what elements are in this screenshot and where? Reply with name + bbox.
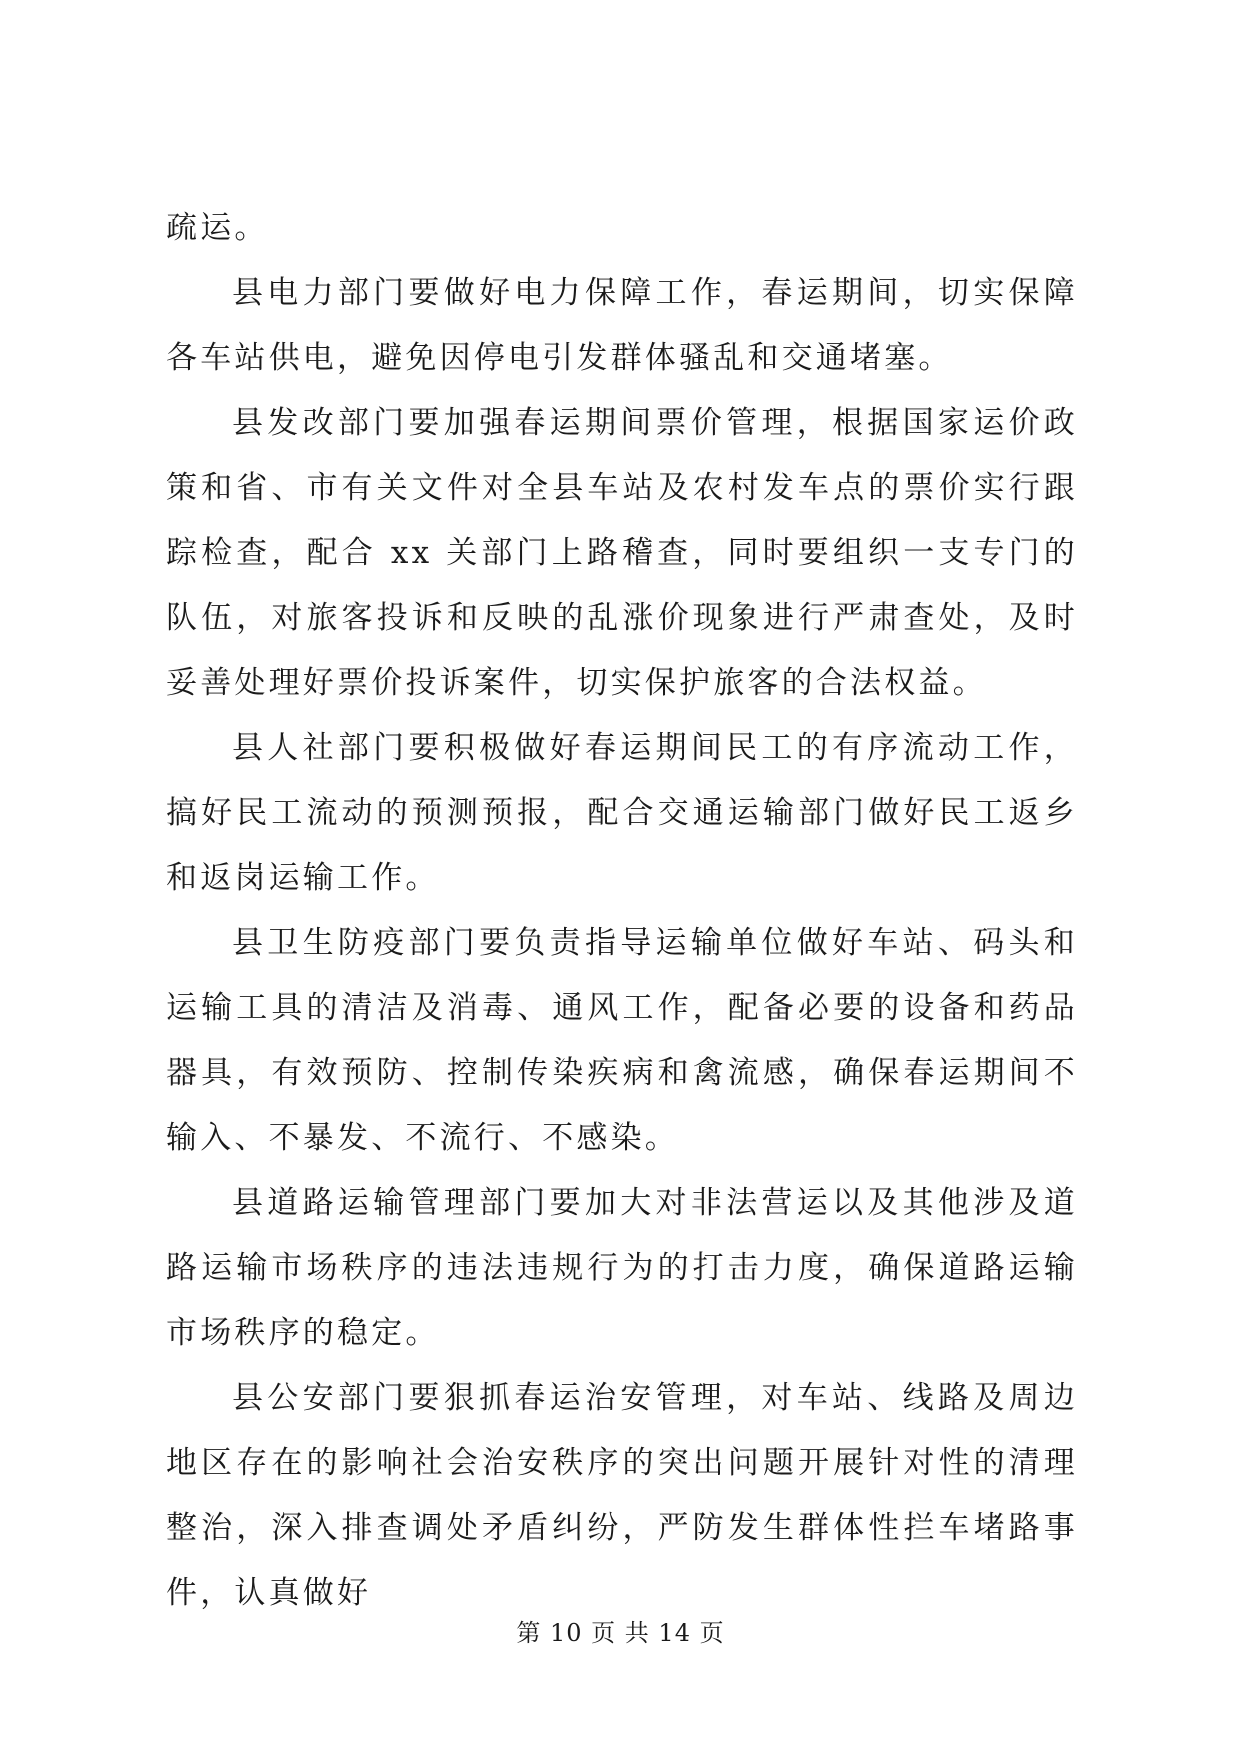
paragraph: 县卫生防疫部门要负责指导运输单位做好车站、码头和运输工具的清洁及消毒、通风工作，配备必要的设备和药品器具，有效预防、控制传染疾病和禽流感，确保春运期间不输入、不暴发、不流行、不感染。	[166, 925, 1078, 1156]
paragraph: 县公安部门要狠抓春运治安管理，对车站、线路及周边地区存在的影响社会治安秩序的突出问题开展针对性的清理整治，深入排查调处矛盾纠纷，严防发生群体性拦车堵路事件，认真做好	[166, 1380, 1078, 1611]
paragraph: 县电力部门要做好电力保障工作，春运期间，切实保障各车站供电，避免因停电引发群体骚乱和交通堵塞。	[166, 275, 1078, 376]
body-text	[166, 196, 1078, 1626]
page-footer	[0, 1618, 1241, 1648]
page-number: 第 10 页 共 14 页	[516, 1619, 725, 1647]
paragraph: 县人社部门要积极做好春运期间民工的有序流动工作，搞好民工流动的预测预报，配合交通运输部门做好民工返乡和返岗运输工作。	[166, 730, 1078, 896]
paragraph: 县道路运输管理部门要加大对非法营运以及其他涉及道路运输市场秩序的违法违规行为的打击力度，确保道路运输市场秩序的稳定。	[166, 1185, 1078, 1351]
paragraph: 疏运。	[166, 210, 269, 246]
paragraph: 县发改部门要加强春运期间票价管理，根据国家运价政策和省、市有关文件对全县车站及农村发车点的票价实行跟踪检查，配合 xx 关部门上路稽查，同时要组织一支专门的队伍，对旅客投诉和反映的乱涨价现象进行严肃查处，及时妥善处理好票价投诉案件，切实保护旅客的合法权益。	[166, 405, 1078, 701]
